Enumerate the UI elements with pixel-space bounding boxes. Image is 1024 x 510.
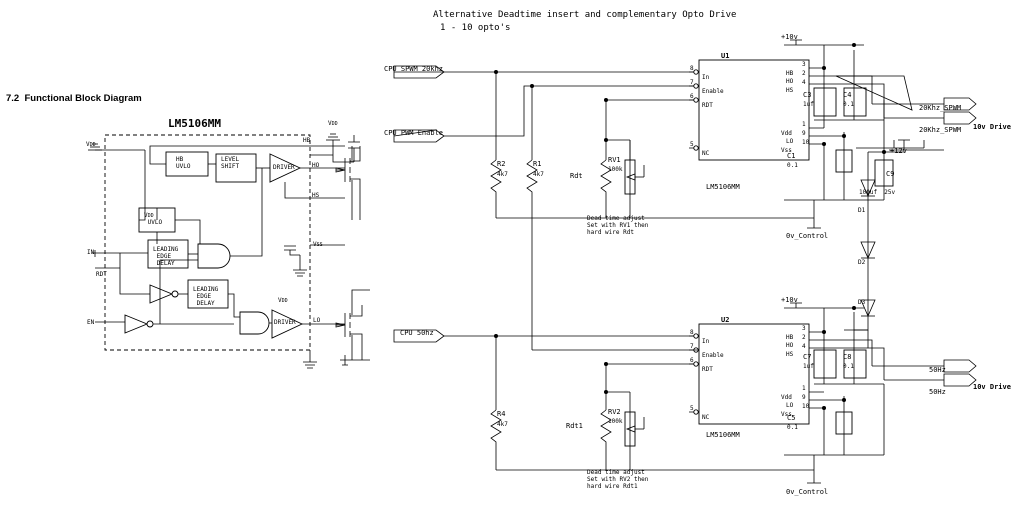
ic-ref-u2: U2 bbox=[721, 316, 730, 324]
comp-ref-c8: C8 bbox=[843, 353, 852, 361]
output-note-10v-drive-top: 10v Drive bbox=[973, 123, 1011, 131]
comp-ref-c1: C1 bbox=[787, 152, 796, 160]
part-name-label: LM5106MM bbox=[168, 117, 221, 130]
ic-u1-pin-num-10: 10 bbox=[802, 139, 810, 146]
ground-label-0v-control-top: 0v_Control bbox=[786, 232, 829, 240]
comp-ref-rdt: Rdt bbox=[570, 172, 583, 180]
comp-val-rv1: 100k bbox=[608, 166, 623, 173]
comp-ref-c5: C5 bbox=[787, 414, 796, 422]
schematic-svg bbox=[344, 0, 1024, 510]
ic-u1-pin-rdt: RDT bbox=[702, 102, 713, 109]
ic-u2-pin-vdd: Vdd bbox=[781, 394, 792, 401]
comp-ref-d2: D2 bbox=[858, 259, 866, 266]
pin-label-vdd-left: VDD bbox=[86, 141, 96, 148]
comp-ref-r1: R1 bbox=[533, 160, 542, 168]
block-label-level-shift: LEVEL SHIFT bbox=[221, 156, 240, 170]
output-label-20khz-spwm-1: 20Khz_SPWM bbox=[919, 104, 962, 112]
comp-val-r2: 4k7 bbox=[497, 171, 508, 178]
input-label-cpu-50hz: CPU 50hz bbox=[400, 329, 434, 337]
pin-label-vdd-driver: VDD bbox=[278, 297, 288, 304]
comp-ref-rdt1: Rdt1 bbox=[566, 422, 583, 430]
ic-u1-pin-vss: Vss bbox=[781, 147, 792, 154]
pin-label-vss: VSS bbox=[313, 241, 323, 248]
functional-block-diagram-svg bbox=[0, 110, 400, 510]
comp-val-rv2: 100k bbox=[608, 418, 623, 425]
comp-ref-r4: R4 bbox=[497, 410, 506, 418]
comp-ref-c4: C4 bbox=[843, 91, 852, 99]
ic-u2-pin-vss: Vss bbox=[781, 411, 792, 418]
pin-label-lo: LO bbox=[313, 317, 321, 324]
ic-u1-pin-num-3: 3 bbox=[802, 61, 806, 68]
ic-u2-pin-nc: NC bbox=[702, 414, 710, 421]
pin-label-hb: HB bbox=[303, 137, 311, 144]
ground-label-0v-control-bottom: 0v_Control bbox=[786, 488, 829, 496]
ic-u2-pin-num-6: 6 bbox=[690, 357, 694, 364]
comp-ref-c7: C7 bbox=[803, 353, 812, 361]
ic-u2-pin-num-10: 10 bbox=[802, 403, 810, 410]
ic-u1-pin-in: In bbox=[702, 74, 710, 81]
ic-u2-pin-rdt: RDT bbox=[702, 366, 713, 373]
ic-u2-pin-num-3: 3 bbox=[802, 325, 806, 332]
ic-u2-pin-in: In bbox=[702, 338, 710, 345]
ic-u1-pin-vdd: Vdd bbox=[781, 130, 792, 137]
comp-val-c1: 0.1 bbox=[787, 162, 798, 169]
comp-ref-d3: D3 bbox=[858, 299, 866, 306]
pin-label-ho: HO bbox=[312, 162, 320, 169]
comp-val-c7: 1uf bbox=[803, 363, 814, 370]
diagram-title-line1: Alternative Deadtime insert and complementary Opto Drive bbox=[433, 10, 737, 20]
ic-u1-pin-lo: LO bbox=[786, 138, 794, 145]
diagram-title-line2: 1 - 10 opto's bbox=[440, 23, 511, 33]
comp-ref-c9: C9 bbox=[886, 170, 895, 178]
ic-u2-pin-hs: HS bbox=[786, 351, 794, 358]
ic-u2-pin-num-1: 1 bbox=[802, 385, 806, 392]
ic-u1-pin-num-9: 9 bbox=[802, 130, 806, 137]
section-title: 7.2 Functional Block Diagram bbox=[6, 93, 142, 104]
note-dead-time-adjust-2: Dead time adjust Set with RV2 then hard wire Rdt1 bbox=[587, 469, 649, 490]
output-label-50hz-1: 50Hz bbox=[929, 366, 946, 374]
comp-val-c9: 100uf 25v bbox=[859, 189, 896, 196]
output-note-10v-drive-bottom: 10v Drive bbox=[973, 383, 1011, 391]
comp-ref-r2: R2 bbox=[497, 160, 506, 168]
ic-u2-pin-num-8: 8 bbox=[690, 329, 694, 336]
ic-u2-pin-ho: HO bbox=[786, 342, 794, 349]
comp-val-c8: 0.1 bbox=[843, 363, 854, 370]
comp-val-c5: 0.1 bbox=[787, 424, 798, 431]
comp-ref-d1: D1 bbox=[858, 207, 866, 214]
ic-u2-pin-hb: HB bbox=[786, 334, 794, 341]
ic-u1-pin-num-4: 4 bbox=[802, 79, 806, 86]
ic-u2-pin-enable: Enable bbox=[702, 352, 724, 359]
input-label-spwm-20khz: CPU SPWM 20khz bbox=[384, 65, 444, 73]
ic-u1-pin-ho: HO bbox=[786, 78, 794, 85]
rail-label-plus10v-bottom: +10v bbox=[781, 296, 798, 304]
rail-label-plus10v-top: +10v bbox=[781, 33, 798, 41]
comp-ref-rv1: RV1 bbox=[608, 156, 621, 164]
pin-label-rdt: RDT bbox=[96, 271, 107, 278]
block-label-leading-edge-delay-2: LEADING EDGE DELAY bbox=[193, 286, 219, 307]
ic-u2-pin-lo: LO bbox=[786, 402, 794, 409]
ic-u1-pin-nc: NC bbox=[702, 150, 710, 157]
rail-label-plus12v: +12v bbox=[890, 147, 907, 155]
block-label-driver-bottom: DRIVER bbox=[274, 319, 296, 326]
ic-u2-pin-num-7: 7 bbox=[690, 343, 694, 350]
block-label-vdd-uvlo: VDD UVLO bbox=[144, 212, 163, 226]
block-label-hb-uvlo: HB UVLO bbox=[176, 156, 191, 170]
comp-val-c4: 0.1 bbox=[843, 101, 854, 108]
ic-u1-pin-num-6: 6 bbox=[690, 93, 694, 100]
pin-label-in: IN bbox=[87, 249, 95, 256]
ic-u1-pin-hs: HS bbox=[786, 87, 794, 94]
output-label-20khz-spwm-2: 20Khz_SPWM bbox=[919, 126, 962, 134]
ic-u1-pin-num-1: 1 bbox=[802, 121, 806, 128]
ic-u1-pin-num-2: 2 bbox=[802, 70, 806, 77]
ic-u2-pin-num-2: 2 bbox=[802, 334, 806, 341]
ic-u1-pin-num-5: 5 bbox=[690, 141, 694, 148]
ic-u1-pin-enable: Enable bbox=[702, 88, 724, 95]
comp-val-c3: 1uf bbox=[803, 101, 814, 108]
block-label-leading-edge-delay-1: LEADING EDGE DELAY bbox=[153, 246, 179, 267]
ic-part-u1: LM5106MM bbox=[706, 183, 740, 191]
ic-u2-pin-num-4: 4 bbox=[802, 343, 806, 350]
ic-u1-pin-num-7: 7 bbox=[690, 79, 694, 86]
input-label-pwm-enable: CPU PWM Enable bbox=[384, 129, 444, 137]
comp-ref-rv2: RV2 bbox=[608, 408, 621, 416]
note-dead-time-adjust-1: Dead time adjust Set with RV1 then hard wire Rdt bbox=[587, 215, 649, 236]
comp-val-r1: 4k7 bbox=[533, 171, 544, 178]
block-label-driver-top: DRIVER bbox=[273, 164, 295, 171]
pin-label-hs: HS bbox=[312, 192, 320, 199]
ic-u1-pin-hb: HB bbox=[786, 70, 794, 77]
pin-label-vdd-top: VDD bbox=[328, 120, 338, 127]
pin-label-en: EN bbox=[87, 319, 95, 326]
ic-u2-pin-num-5: 5 bbox=[690, 405, 694, 412]
comp-val-r4: 4k7 bbox=[497, 421, 508, 428]
output-label-50hz-2: 50Hz bbox=[929, 388, 946, 396]
comp-ref-c3: C3 bbox=[803, 91, 812, 99]
ic-ref-u1: U1 bbox=[721, 52, 730, 60]
ic-u1-pin-num-8: 8 bbox=[690, 65, 694, 72]
ic-part-u2: LM5106MM bbox=[706, 431, 740, 439]
ic-u2-pin-num-9: 9 bbox=[802, 394, 806, 401]
